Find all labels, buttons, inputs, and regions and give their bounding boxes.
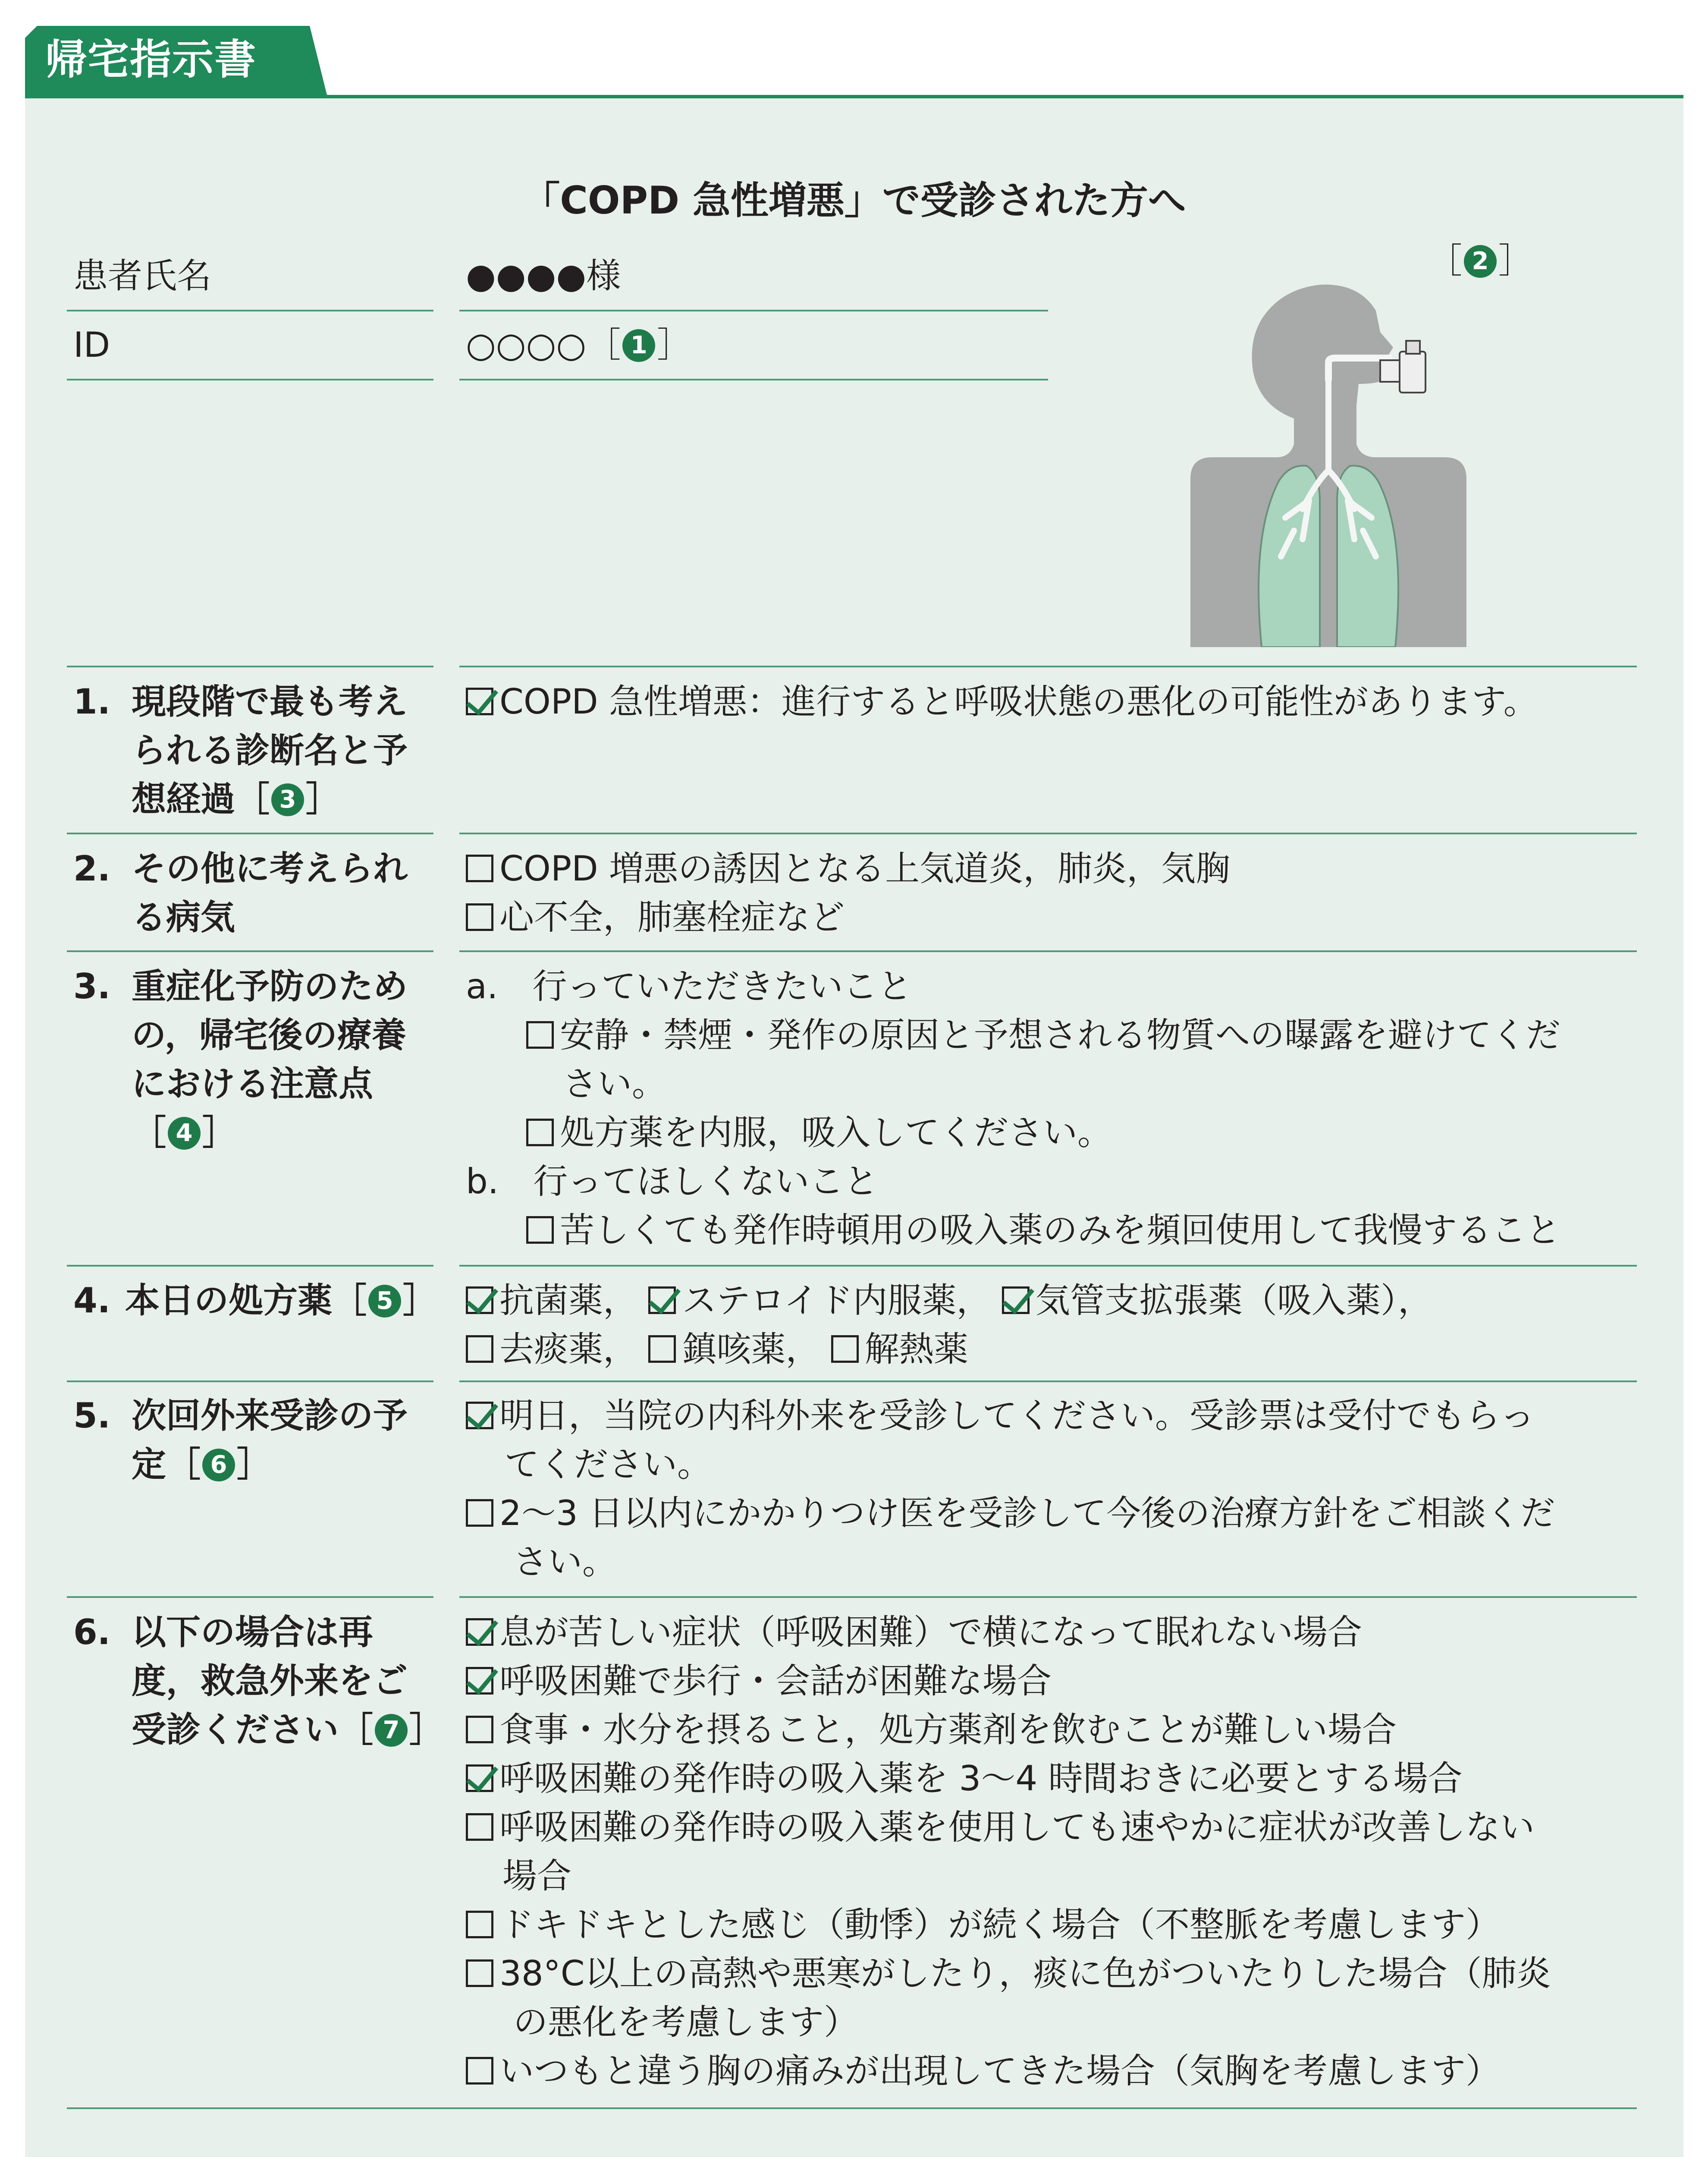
checkbox[interactable] [466, 1716, 493, 1743]
checkbox-item: 呼吸困難で歩行・会話が困難な場合 [466, 1657, 1551, 1705]
section-heading: 現段階で最も考え られる診断名と予 想経過［ 3 ］ [132, 682, 408, 819]
divider [67, 1596, 433, 1598]
section-items [466, 1608, 1551, 2095]
checkbox[interactable] [526, 1216, 554, 1244]
divider [67, 950, 433, 952]
note-badge: 5 [368, 1285, 401, 1317]
checkbox[interactable] [648, 1286, 676, 1314]
checkbox-item: COPD 急性増悪：進行すると呼吸状態の悪化の可能性があります。 [466, 677, 1538, 726]
checkbox-item: 38°C以上の高熱や悪寒がしたり，痰に色がついたりした場合（肺炎 [466, 1949, 1551, 1998]
divider [459, 666, 1637, 667]
section-number: 5. [73, 1396, 111, 1436]
section-number: 6. [73, 1612, 111, 1652]
section-items [466, 962, 1560, 1255]
section-items: 抗菌薬， ステロイド内服薬， 気管支拡張薬（吸入薬）， 去痰薬， 鎮咳薬， 解熱薬 [466, 1276, 1432, 1374]
section-heading: 重症化予防のため の，帰宅後の療養 における注意点 ［ 4 ］ [132, 966, 408, 1153]
checkbox-item: 食事・水分を摂ること，処方薬剤を飲むことが難しい場合 [466, 1705, 1551, 1754]
checkbox[interactable] [466, 1335, 493, 1363]
checkbox[interactable] [466, 2057, 493, 2085]
section-heading: 以下の場合は再 度，救急外来をご 受診ください［ 7 ］ [132, 1612, 444, 1750]
checkbox[interactable] [466, 903, 493, 931]
checkbox-item-cont: さい。 [563, 1064, 666, 1104]
divider [459, 1265, 1637, 1267]
checkbox[interactable] [466, 1402, 493, 1429]
checkbox[interactable] [1002, 1286, 1030, 1314]
section-number: 4. [73, 1280, 111, 1321]
section-heading: 本日の処方薬［ 5 ］ [125, 1280, 437, 1321]
checkbox-item: 明日，当院の内科外来を受診してください。受診票は受付でもらっ [466, 1391, 1555, 1440]
patient-name-label: 患者氏名 [73, 256, 211, 296]
checkbox-item: 処方薬を内服，吸入してください。 [466, 1108, 1560, 1157]
divider [67, 833, 433, 834]
checkbox-item: 呼吸困難の発作時の吸入薬を使用しても速やかに症状が改善しない [466, 1803, 1551, 1852]
checkbox[interactable] [831, 1335, 859, 1363]
checkbox[interactable] [466, 1813, 493, 1841]
header-rule [25, 95, 1683, 98]
section-heading: その他に考えられ る病気 [132, 849, 408, 937]
divider [459, 950, 1637, 952]
checkbox-item: 心不全，肺塞栓症など [466, 893, 1230, 942]
divider [459, 833, 1637, 834]
section-heading: 次回外来受診の予 定［ 6 ］ [132, 1396, 408, 1484]
divider [67, 666, 433, 667]
checkbox-item: 2〜3 日以内にかかりつけ医を受診して今後の治療方針をご相談くだ [466, 1489, 1555, 1538]
section-number: 3. [73, 966, 111, 1006]
divider [67, 1380, 433, 1382]
checkbox-item-cont: の悪化を考慮します） [513, 2002, 858, 2042]
patient-id-label: ID [73, 325, 110, 365]
note-badge: 3 [271, 783, 304, 816]
checkbox-item-cont: さい。 [513, 1542, 617, 1582]
section-items [466, 1391, 1555, 1586]
page-title: 「COPD 急性増悪」で受診された方へ [522, 178, 1186, 223]
checkbox[interactable] [466, 1667, 493, 1695]
divider [67, 379, 433, 380]
checkbox-item: COPD 増悪の誘因となる上気道炎，肺炎，気胸 [466, 844, 1230, 893]
note-badge: 6 [202, 1449, 235, 1481]
section-number: 1. [73, 682, 111, 722]
patient-id-value: ○○○○［ 1 ］ [466, 325, 692, 365]
checkbox[interactable] [466, 855, 493, 882]
checkbox[interactable] [466, 1959, 493, 1987]
checkbox-item: 苦しくても発作時頓用の吸入薬のみを頻回使用して我慢すること [466, 1206, 1560, 1255]
header-tab-title: 帰宅指示書 [45, 35, 257, 84]
checkbox-item-cont: 場合 [502, 1856, 571, 1896]
lungs-inhaler-illustration [1186, 276, 1514, 647]
sub-heading-b: b. 行ってほしくないこと [466, 1161, 879, 1201]
divider [459, 1380, 1637, 1382]
checkbox-item: ドキドキとした感じ（動悸）が続く場合（不整脈を考慮します） [466, 1900, 1551, 1949]
note-badge: 4 [168, 1117, 201, 1150]
divider [459, 1596, 1637, 1598]
checkbox-item: 息が苦しい症状（呼吸困難）で横になって眠れない場合 [466, 1608, 1551, 1657]
divider [459, 379, 1048, 380]
section-items [466, 844, 1230, 942]
note-badge: 7 [375, 1714, 408, 1747]
checkbox[interactable] [466, 688, 493, 715]
checkbox-item: 安静・禁煙・発作の原因と予想される物質への曝露を避けてくだ [466, 1011, 1560, 1060]
checkbox[interactable] [526, 1119, 554, 1146]
note-badge: 2 [1464, 245, 1497, 278]
checkbox[interactable] [648, 1335, 676, 1363]
checkbox[interactable] [466, 1911, 493, 1938]
checkbox-item: いつもと違う胸の痛みが出現してきた場合（気胸を考慮します） [466, 2047, 1551, 2095]
divider [459, 310, 1048, 311]
checkbox[interactable] [526, 1021, 554, 1049]
divider [67, 2107, 1637, 2109]
checkbox-item: 呼吸困難の発作時の吸入薬を 3〜4 時間おきに必要とする場合 [466, 1754, 1551, 1803]
divider [67, 310, 433, 311]
checkbox[interactable] [466, 1286, 493, 1314]
illustration-note: ［ 2 ］ [1428, 241, 1533, 281]
checkbox[interactable] [466, 1499, 493, 1527]
sub-heading-a: a. 行っていただきたいこと [466, 966, 912, 1006]
section-items [466, 677, 1538, 726]
note-badge: 1 [622, 329, 655, 362]
section-number: 2. [73, 849, 111, 889]
checkbox[interactable] [466, 1618, 493, 1646]
divider [67, 1265, 433, 1267]
checkbox[interactable] [466, 1764, 493, 1792]
patient-name-value: ●●●●様 [466, 256, 621, 296]
checkbox-item-cont: てください。 [505, 1444, 712, 1484]
